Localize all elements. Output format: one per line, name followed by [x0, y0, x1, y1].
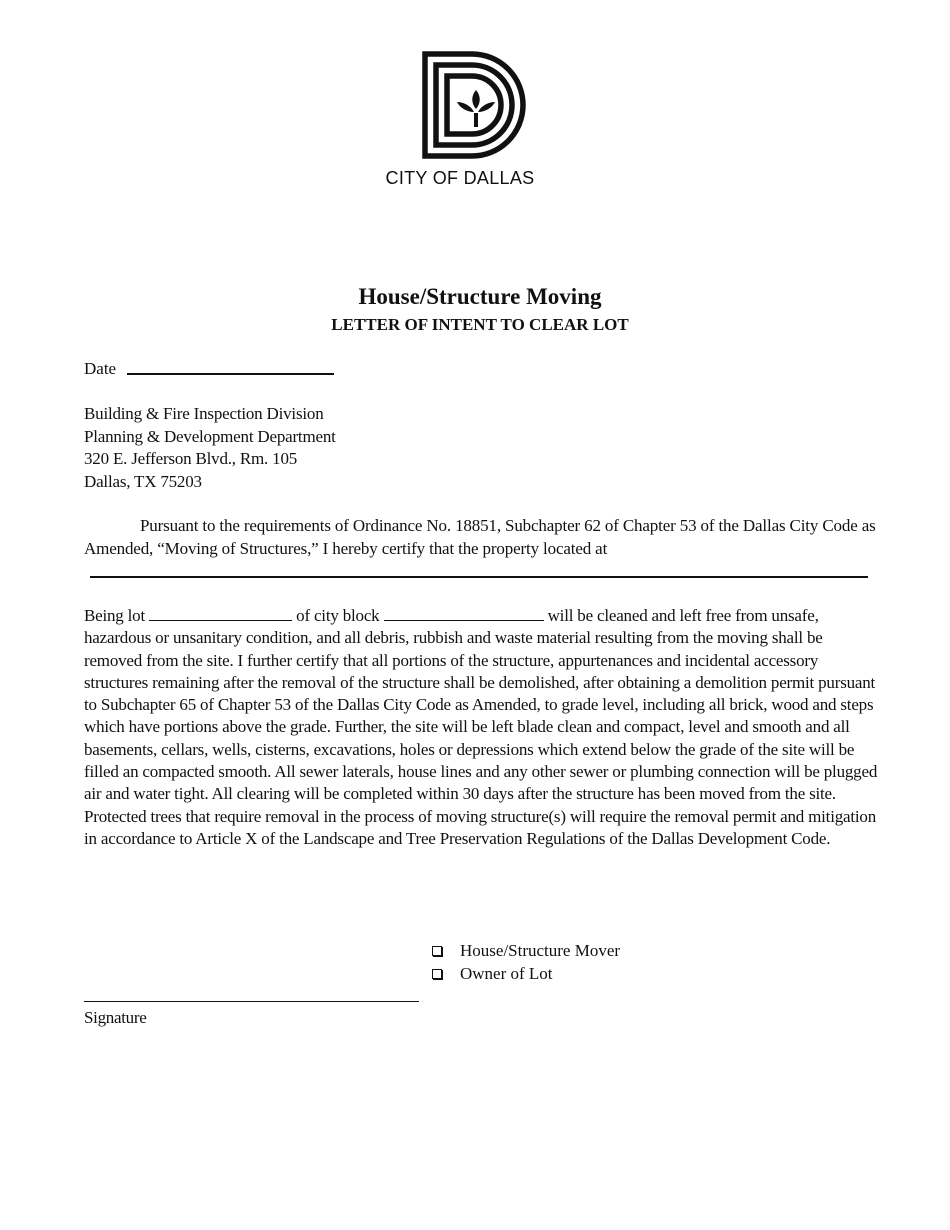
address-line-2: Planning & Development Department [84, 426, 336, 446]
lot-number-field[interactable] [149, 606, 292, 621]
address-line-1: Building & Fire Inspection Division [84, 404, 324, 423]
certification-paragraph [84, 605, 884, 850]
signature-field[interactable] [84, 1001, 419, 1002]
checkbox-owner[interactable] [432, 969, 442, 979]
role-checkboxes [432, 940, 620, 985]
lot-label: Being lot [84, 606, 146, 625]
recipient-address [84, 403, 336, 493]
intro-paragraph: Pursuant to the requirements of Ordinance No. 18851, Subchapter 62 of Chapter 53 of the Dallas City Code as Amended, “Moving of Structures,” I hereby certify that the property located at [84, 516, 876, 558]
date-label: Date [84, 359, 117, 378]
date-field[interactable] [127, 373, 334, 375]
checkbox-mover[interactable] [432, 946, 442, 956]
page-title: House/Structure Moving [358, 284, 602, 309]
city-of-dallas-logo [420, 50, 530, 160]
checkbox-label-owner: Owner of Lot [460, 963, 553, 983]
property-location-field[interactable] [90, 576, 868, 578]
city-name: CITY OF DALLAS [385, 168, 535, 188]
certification-text: will be cleaned and left free from unsafe, hazardous or unsanitary condition, and all debris, rubbish and waste material resulting from the moving shall be removed from the site. I further certify that all portions of the structure, appurtenances and incidental accessory structures remaining after the removal of the structure shall be demolished, after obtaining a demolition permit pursuant to Subchapter 65 of Chapter 53 of the Dallas City Code as Amended, to grade level, including all brick, wood and steps which have portions above the grade. Further, the site will be left blade clean and compact, level and smooth and all basements, cellars, wells, cisterns, excavations, holes or depressions which extend below the grade of the site will be filled an compacted smooth. All sewer laterals, house lines and any other sewer or plumbing connection will be plugged air and water tight. All clearing will be completed within 30 days after the structure has been moved from the site. Protected trees that require removal in the process of moving structure(s) will require the removal permit and mitigation in accordance to Article X of the Landscape and Tree Preservation Regulations of the Dallas Development Code. [84, 606, 878, 848]
signature-label: Signature [84, 1008, 147, 1027]
address-line-3: 320 E. Jefferson Blvd., Rm. 105 [84, 449, 298, 468]
address-line-4: Dallas, TX 75203 [84, 471, 202, 491]
checkbox-label-mover: House/Structure Mover [460, 941, 621, 960]
checkbox-row-mover[interactable] [432, 940, 620, 963]
checkbox-row-owner[interactable] [432, 963, 620, 986]
page-subtitle: LETTER OF INTENT TO CLEAR LOT [331, 315, 629, 334]
block-label: of city block [296, 606, 380, 625]
city-block-field[interactable] [384, 606, 544, 621]
